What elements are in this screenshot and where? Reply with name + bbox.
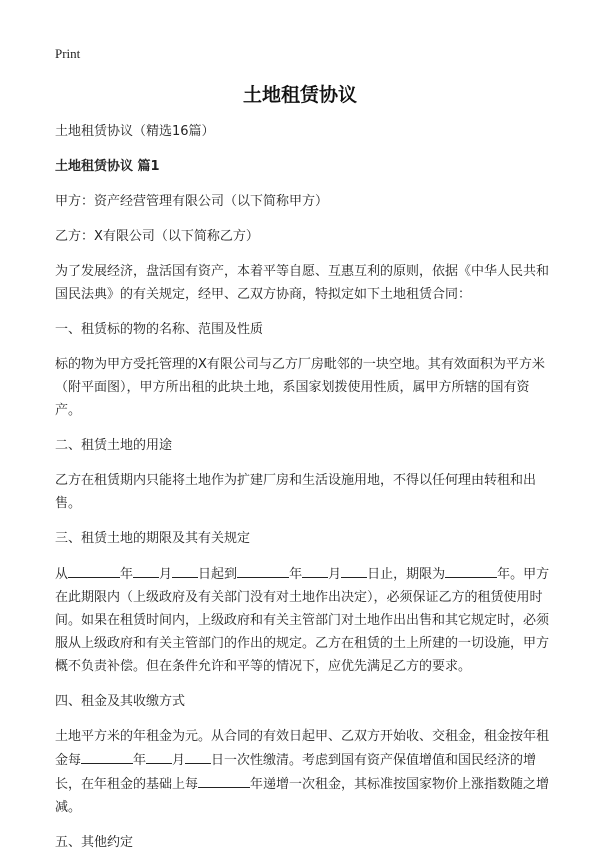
section-5-title: 五、其他约定 xyxy=(55,835,134,850)
party-a: 甲方：资产经营管理有限公司（以下简称甲方） xyxy=(55,194,329,209)
rent-text: 年递增一次租金，其标准按国家物价上涨指数随之增减。 xyxy=(55,777,550,815)
term-day-start: 日起到 xyxy=(198,567,238,582)
document-body xyxy=(55,120,552,866)
term-day-end: 日止，期限为 xyxy=(367,567,446,582)
blank-field xyxy=(302,562,328,578)
rent-text: 日一次性缴清。考虑到国有资产保值增值和国民经济的增长，在年租金的基础上每 xyxy=(55,753,537,792)
term-month: 月 xyxy=(159,567,173,582)
rent-year: 年 xyxy=(133,753,147,768)
blank-field xyxy=(172,562,198,578)
term-from: 从 xyxy=(55,567,69,582)
blank-field xyxy=(198,772,250,788)
rent-month: 月 xyxy=(172,753,186,768)
document-subtitle: 土地租赁协议（精选16篇） xyxy=(55,124,215,139)
term-year: 年 xyxy=(289,567,303,582)
blank-field xyxy=(68,562,120,578)
rent-text: 土地平方米的年租金为元。从合同的有效日起甲、乙双方开始收、交租金，租金按年租金每 xyxy=(55,729,550,768)
part-heading: 土地租赁协议 篇1 xyxy=(55,159,160,174)
section-4-body xyxy=(55,725,552,819)
term-year: 年 xyxy=(120,567,134,582)
section-2-body: 乙方在租赁期内只能将土地作为扩建厂房和生活设施用地，不得以任何理由转租和出售。 xyxy=(55,473,537,511)
section-3-text: 甲方在此期限内（上级政府及有关部门没有对土地作出决定），必须保证乙方的租赁使用时间。如果在租赁时间内，上级政府和有关主管部门对土地作出出售和其它规定时，必须服从上级政府和有关主管部门的作出的规定。乙方在租赁的土上所建的一切设施，甲方概不负责补偿。但在条件允许和平等的情况下，应优先满足乙方的要求。 xyxy=(55,567,550,674)
section-2-title: 二、租赁土地的用途 xyxy=(55,438,173,453)
blank-field xyxy=(133,562,159,578)
term-month: 月 xyxy=(328,567,342,582)
section-3-body xyxy=(55,562,552,678)
section-1-title: 一、租赁标的物的名称、范围及性质 xyxy=(55,322,264,337)
party-b: 乙方：X有限公司（以下简称乙方） xyxy=(55,229,259,244)
intro-paragraph: 为了发展经济，盘活国有资产，本着平等自愿、互惠互利的原则，依据《中华人民共和国民法典》的有关规定，经甲、乙双方协商，特拟定如下土地租赁合同： xyxy=(55,264,550,302)
term-year-end: 年。 xyxy=(497,567,524,582)
blank-field xyxy=(146,748,172,764)
section-4-title: 四、租金及其收缴方式 xyxy=(55,694,186,709)
document-title: 土地租赁协议 xyxy=(242,84,357,106)
section-1-body: 标的物为甲方受托管理的X有限公司与乙方厂房毗邻的一块空地。其有效面积为平方米（附平面图），甲方所出租的此块土地，系国家划拨使用性质，属甲方所辖的国有资产。 xyxy=(55,357,545,418)
print-link[interactable]: Print xyxy=(55,46,81,61)
section-3-title: 三、租赁土地的期限及其有关规定 xyxy=(55,531,251,546)
blank-field xyxy=(185,748,211,764)
blank-field xyxy=(445,562,497,578)
blank-field xyxy=(341,562,367,578)
blank-field xyxy=(81,748,133,764)
blank-field xyxy=(237,562,289,578)
